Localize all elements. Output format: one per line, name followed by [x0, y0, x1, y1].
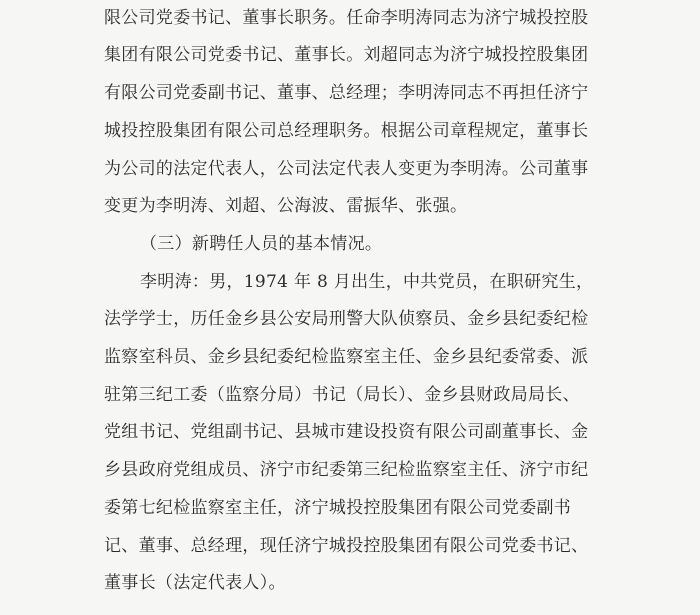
text-line: 委第七纪检监察室主任，济宁城投控股集团有限公司党委副书	[104, 498, 572, 518]
text-line: 乡县政府党组成员、济宁市纪委第三纪检监察室主任、济宁市纪	[104, 460, 589, 480]
text-line: 记、董事、总经理，现任济宁城投控股集团有限公司党委书记、	[104, 536, 589, 556]
text-line: 变更为李明涛、刘超、公海波、雷振华、张强。	[104, 196, 468, 216]
text-line: 限公司党委书记、董事长职务。任命李明涛同志为济宁城投控股	[104, 8, 589, 28]
text-line: 董事长（法定代表人）。	[104, 573, 286, 593]
text-line: 城投控股集团有限公司总经理职务。根据公司章程规定，董事长	[104, 121, 589, 141]
text-line: 李明涛：男，1974 年 8 月出生，中共党员，在职研究生，	[140, 272, 594, 292]
text-line: 监察室科员、金乡县纪委纪检监察室主任、金乡县纪委常委、派	[104, 347, 589, 367]
text-line: 有限公司党委副书记、董事、总经理；李明涛同志不再担任济宁	[104, 83, 589, 103]
text-line: 法学学士，历任金乡县公安局刑警大队侦察员、金乡县纪委纪检	[104, 309, 589, 329]
text-line: 驻第三纪工委（监察分局）书记（局长）、金乡县财政局局长、	[104, 385, 580, 405]
section-heading: （三）新聘任人员的基本情况。	[140, 234, 383, 254]
text-line: 集团有限公司党委书记、董事长。刘超同志为济宁城投控股集团	[104, 45, 589, 65]
text-line: 党组书记、党组副书记、县城市建设投资有限公司副董事长、金	[104, 422, 589, 442]
text-line: 为公司的法定代表人，公司法定代表人变更为李明涛。公司董事	[104, 159, 589, 179]
